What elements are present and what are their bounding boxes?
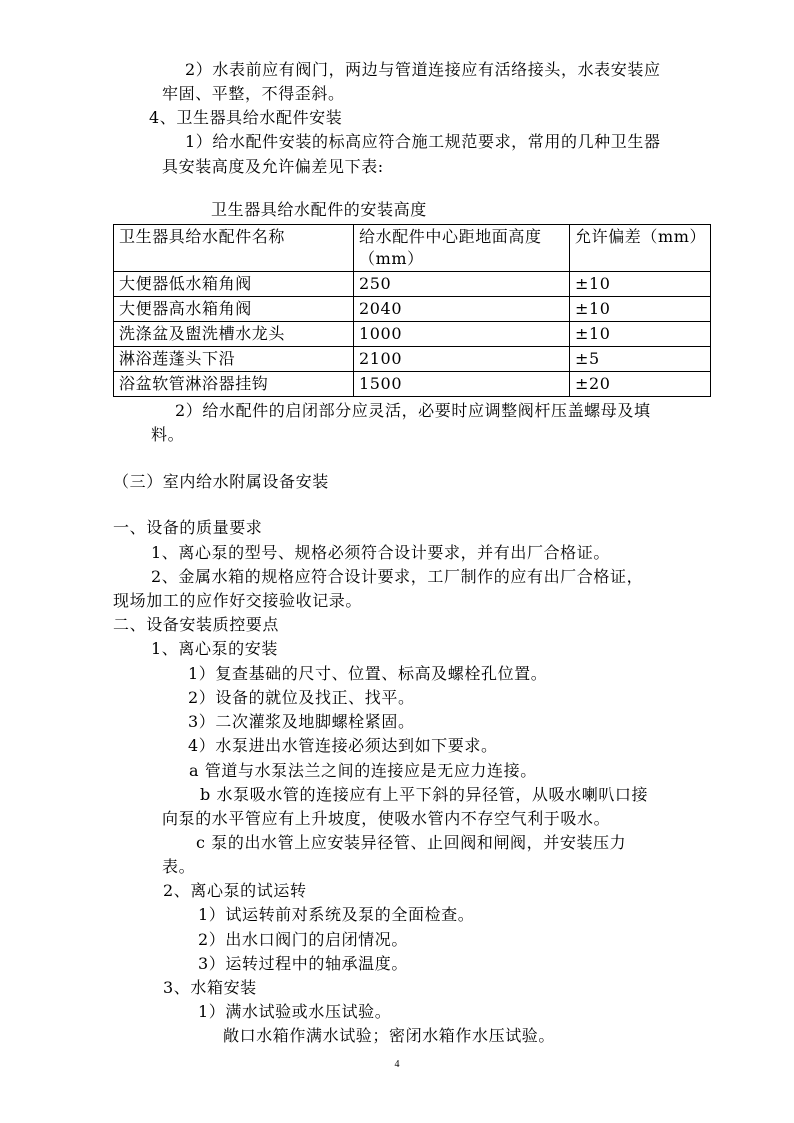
table-cell: ±10 <box>570 272 711 297</box>
table-caption: 卫生器具给水配件的安装高度 <box>211 200 427 219</box>
subheading: 2、离心泵的试运转 <box>163 881 307 900</box>
text-line: 向泵的水平管应有上升坡度，使吸水管内不存空气利于吸水。 <box>162 809 611 828</box>
text-line: 具安装高度及允许偏差见下表: <box>162 157 384 176</box>
table-row <box>114 272 711 297</box>
table-cell: 2040 <box>354 297 570 322</box>
text-line: 1）给水配件安装的标高应符合施工规范要求，常用的几种卫生器 <box>185 132 661 151</box>
table-cell: 浴盆软管淋浴器挂钩 <box>114 372 354 397</box>
table-row <box>114 322 711 347</box>
text-line: 4）水泵进出水管连接必须达到如下要求。 <box>188 736 498 755</box>
table-row <box>114 347 711 372</box>
text-line: c 泵的出水管上应安装异径管、止回阀和闸阀，并安装压力 <box>196 833 627 852</box>
table-cell: 1000 <box>354 322 570 347</box>
heading-2: 二、设备安装质控要点 <box>113 615 280 634</box>
text-line: 现场加工的应作好交接验收记录。 <box>113 591 363 610</box>
text-line: b 水泵吸水管的连接应有上平下斜的异径管，从吸水喇叭口接 <box>200 785 649 804</box>
text-line: 料。 <box>151 425 185 444</box>
subheading: 1、离心泵的安装 <box>151 639 278 658</box>
table-cell: 250 <box>354 272 570 297</box>
text-line: 1）复查基础的尺寸、位置、标高及螺栓孔位置。 <box>188 664 548 683</box>
table-cell: ±20 <box>570 372 711 397</box>
table-cell: ±10 <box>570 322 711 347</box>
text-line: 4、卫生器具给水配件安装 <box>149 108 343 127</box>
text-line: 2）水表前应有阀门，两边与管道连接应有活络接头，水表安装应 <box>185 60 661 79</box>
text-line: 3）二次灌浆及地脚螺栓紧固。 <box>188 712 415 731</box>
section-title: （三）室内给水附属设备安装 <box>113 472 329 491</box>
text-line: a 管道与水泵法兰之间的连接应是无应力连接。 <box>189 761 537 780</box>
header-cell: 给水配件中心距地面高度（mm） <box>354 225 570 272</box>
text-line: 表。 <box>162 857 196 876</box>
table-row <box>114 372 711 397</box>
text-line: 2）给水配件的启闭部分应灵活，必要时应调整阀杆压盖螺母及填 <box>175 401 651 420</box>
text-line: 敞口水箱作满水试验；密闭水箱作水压试验。 <box>223 1026 556 1045</box>
table-cell: 1500 <box>354 372 570 397</box>
fittings-height-table <box>113 224 711 397</box>
text-line: 1、离心泵的型号、规格必须符合设计要求，并有出厂合格证。 <box>151 543 610 562</box>
text-line: 2）出水口阀门的启闭情况。 <box>198 930 408 949</box>
text-line: 3）运转过程中的轴承温度。 <box>198 954 408 973</box>
table-cell: ±10 <box>570 297 711 322</box>
table-cell: 洗涤盆及盥洗槽水龙头 <box>114 322 354 347</box>
table-cell: 淋浴莲蓬头下沿 <box>114 347 354 372</box>
text-line: 2）设备的就位及找正、找平。 <box>188 688 415 707</box>
header-cell: 允许偏差（mm） <box>570 225 711 272</box>
table-cell: 大便器高水箱角阀 <box>114 297 354 322</box>
text-line: 牢固、平整，不得歪斜。 <box>162 84 345 103</box>
table-cell: 2100 <box>354 347 570 372</box>
text-line: 1）试运转前对系统及泵的全面检查。 <box>198 905 475 924</box>
table-header-row <box>114 225 711 272</box>
header-cell: 卫生器具给水配件名称 <box>114 225 354 272</box>
text-line: 2、金属水箱的规格应符合设计要求，工厂制作的应有出厂合格证， <box>151 567 644 586</box>
heading-1: 一、设备的质量要求 <box>113 518 263 537</box>
table-row <box>114 297 711 322</box>
text-line: 1）满水试验或水压试验。 <box>198 1002 392 1021</box>
table-cell: ±5 <box>570 347 711 372</box>
page-number: 4 <box>394 1059 400 1070</box>
table-cell: 大便器低水箱角阀 <box>114 272 354 297</box>
subheading: 3、水箱安装 <box>163 978 257 997</box>
